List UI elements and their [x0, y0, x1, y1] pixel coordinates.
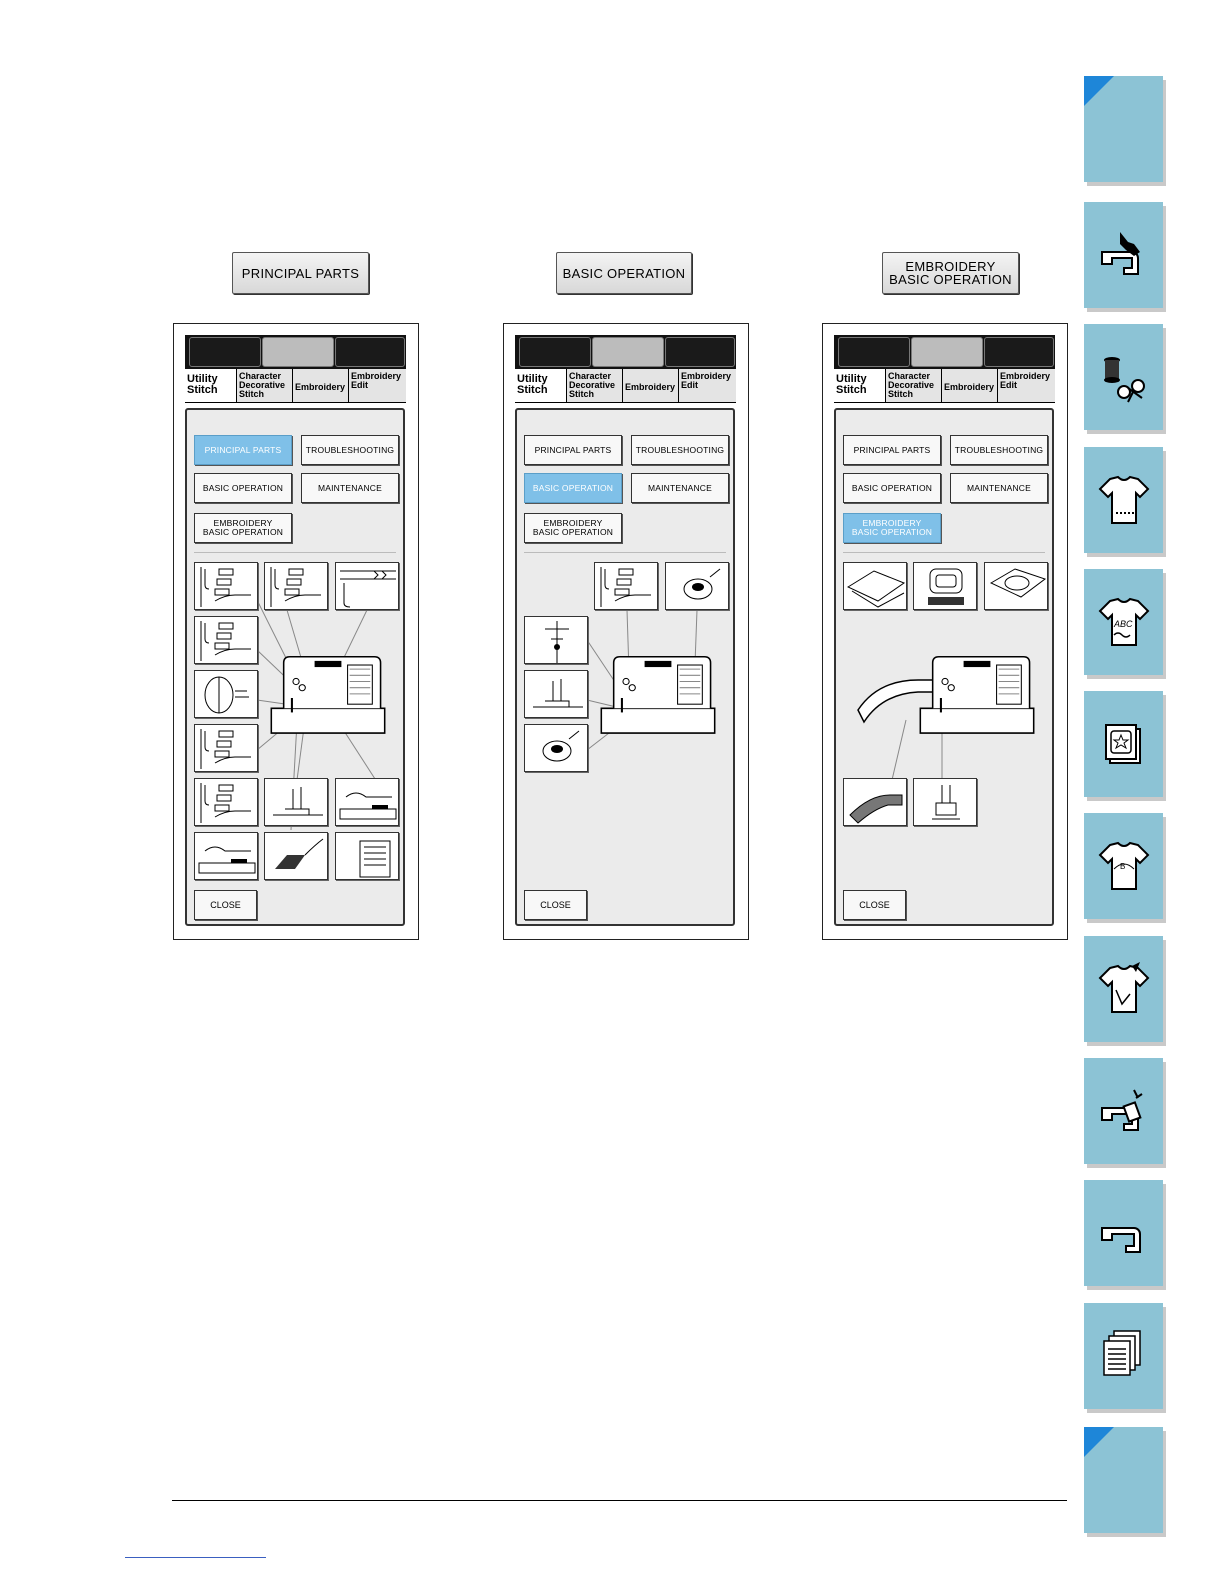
- basic-operation-label: BASIC OPERATION: [562, 265, 686, 281]
- basic-operation-button[interactable]: [556, 252, 692, 294]
- settings-list-icon[interactable]: [984, 337, 1054, 367]
- side-tab-12[interactable]: [1084, 1427, 1163, 1533]
- embroidery-basic-line2: BASIC OPERATION: [889, 272, 1012, 287]
- sewing-machine-hand-icon: [1098, 228, 1150, 284]
- part-thumbnail[interactable]: [843, 778, 907, 826]
- side-tab-1[interactable]: [1084, 76, 1163, 182]
- part-thumbnail[interactable]: [264, 778, 328, 826]
- corner-accent-icon: [1084, 1427, 1114, 1457]
- part-thumbnail[interactable]: [524, 616, 588, 664]
- sewing-machine-icon: [1098, 1206, 1150, 1262]
- menu-label: BASIC OPERATION: [851, 527, 933, 537]
- mode-tabs: [834, 369, 1055, 403]
- side-tab-3[interactable]: [1084, 324, 1163, 430]
- part-thumbnail[interactable]: [524, 670, 588, 718]
- svg-text:ABC: ABC: [1114, 619, 1133, 629]
- menu-label: MAINTENANCE: [966, 482, 1032, 493]
- help-panel: [834, 408, 1054, 926]
- help-screen-basic: [503, 323, 749, 940]
- principal-parts-button[interactable]: [232, 252, 369, 294]
- menu-label: EMBROIDERY: [862, 518, 922, 528]
- shirt-stitch-icon: [1098, 473, 1150, 529]
- screen-header: [185, 335, 406, 369]
- shirt-embroidery-icon: [1098, 839, 1150, 895]
- side-tab-11[interactable]: [1084, 1303, 1163, 1409]
- mode-tabs: [515, 369, 736, 403]
- sewing-machine-illustration: [910, 646, 1044, 755]
- close-button[interactable]: [194, 890, 257, 920]
- sewing-mode-icon[interactable]: [838, 337, 910, 367]
- tab-label: Decorative: [239, 380, 286, 390]
- sewing-machine-illustration: [261, 646, 395, 755]
- part-thumbnail[interactable]: [594, 562, 658, 610]
- tab-label: Embroidery: [944, 381, 995, 392]
- menu-label: TROUBLESHOOTING: [954, 444, 1044, 455]
- footer-rule: [172, 1500, 1067, 1501]
- shirt-abc-icon: [1098, 595, 1150, 651]
- tab-embroidery-edit[interactable]: [997, 369, 1055, 402]
- tab-label: Utility: [517, 373, 548, 385]
- menu-label: BASIC OPERATION: [202, 482, 284, 493]
- tab-label: Edit: [1000, 380, 1017, 390]
- mode-tabs: [185, 369, 406, 403]
- menu-label: EMBROIDERY: [213, 518, 273, 528]
- part-thumbnail[interactable]: [194, 616, 258, 664]
- tab-label: Embroidery: [681, 371, 732, 381]
- part-thumbnail[interactable]: [913, 562, 977, 610]
- tab-embroidery-edit[interactable]: [348, 369, 406, 402]
- help-screen-parts: [173, 323, 419, 940]
- part-thumbnail[interactable]: [264, 562, 328, 610]
- tab-embroidery[interactable]: [622, 369, 678, 402]
- tab-utility-stitch[interactable]: [834, 369, 885, 402]
- help-icon[interactable]: [592, 337, 664, 367]
- part-thumbnail[interactable]: [194, 832, 258, 880]
- part-thumbnail[interactable]: [264, 832, 328, 880]
- machine-maintenance-icon: [1098, 1084, 1150, 1140]
- principal-parts-label: PRINCIPAL PARTS: [241, 265, 360, 281]
- help-icon[interactable]: [911, 337, 983, 367]
- help-panel: [515, 408, 735, 926]
- close-label: CLOSE: [859, 900, 890, 910]
- side-tab-6[interactable]: [1084, 691, 1163, 797]
- tab-label: Edit: [681, 380, 698, 390]
- help-screen-embroidery: [822, 323, 1068, 940]
- tab-label: Utility: [836, 373, 867, 385]
- menu-label: PRINCIPAL PARTS: [853, 444, 931, 455]
- settings-list-icon[interactable]: [335, 337, 405, 367]
- part-thumbnail[interactable]: [194, 562, 258, 610]
- tab-utility-stitch[interactable]: [515, 369, 566, 402]
- tab-embroidery-edit[interactable]: [678, 369, 736, 402]
- tab-label: Stitch: [187, 384, 218, 396]
- tab-embroidery[interactable]: [941, 369, 997, 402]
- shirt-edit-icon: [1098, 962, 1150, 1018]
- side-tab-7[interactable]: [1084, 813, 1163, 919]
- tab-embroidery[interactable]: [292, 369, 348, 402]
- part-thumbnail[interactable]: [984, 562, 1048, 610]
- svg-text:B: B: [1120, 862, 1126, 871]
- embroidery-basic-operation-button[interactable]: [882, 252, 1019, 294]
- sewing-machine-illustration: [591, 646, 725, 755]
- close-button[interactable]: [524, 890, 587, 920]
- tab-label: Edit: [351, 380, 368, 390]
- sewing-mode-icon[interactable]: [189, 337, 261, 367]
- help-icon[interactable]: [262, 337, 334, 367]
- documents-icon: [1098, 1329, 1150, 1385]
- part-thumbnail[interactable]: [335, 778, 399, 826]
- part-thumbnail[interactable]: [335, 832, 399, 880]
- tab-label: Stitch: [888, 389, 914, 399]
- tab-label: Stitch: [569, 389, 595, 399]
- menu-label: EMBROIDERY: [543, 518, 603, 528]
- tab-label: Embroidery: [625, 381, 676, 392]
- embroidery-frame-star-icon: [1098, 717, 1150, 773]
- tab-label: Character: [239, 371, 282, 381]
- tab-label: Embroidery: [1000, 371, 1051, 381]
- menu-label: MAINTENANCE: [317, 482, 383, 493]
- tab-label: Stitch: [836, 384, 867, 396]
- tab-label: Decorative: [569, 380, 616, 390]
- tab-label: Embroidery: [351, 371, 402, 381]
- tab-character-decorative[interactable]: [885, 369, 941, 402]
- menu-label: TROUBLESHOOTING: [305, 444, 395, 455]
- tab-character-decorative[interactable]: [236, 369, 292, 402]
- part-thumbnail[interactable]: [913, 778, 977, 826]
- settings-list-icon[interactable]: [665, 337, 735, 367]
- menu-label: BASIC OPERATION: [851, 482, 933, 493]
- screen-header: [515, 335, 736, 369]
- tab-label: Stitch: [517, 384, 548, 396]
- side-tab-5[interactable]: [1084, 569, 1163, 675]
- part-thumbnail[interactable]: [194, 670, 258, 718]
- close-label: CLOSE: [210, 900, 241, 910]
- tab-utility-stitch[interactable]: [185, 369, 236, 402]
- tab-character-decorative[interactable]: [566, 369, 622, 402]
- side-tab-2[interactable]: [1084, 202, 1163, 308]
- sewing-mode-icon[interactable]: [519, 337, 591, 367]
- thread-scissors-icon: [1098, 350, 1150, 406]
- part-thumbnail[interactable]: [665, 562, 729, 610]
- tab-label: Stitch: [239, 389, 265, 399]
- menu-label: BASIC OPERATION: [202, 527, 284, 537]
- tab-label: Embroidery: [295, 381, 346, 392]
- menu-label: MAINTENANCE: [647, 482, 713, 493]
- menu-label: PRINCIPAL PARTS: [204, 444, 282, 455]
- menu-label: BASIC OPERATION: [532, 482, 614, 493]
- part-thumbnail[interactable]: [194, 778, 258, 826]
- footer-link-underline: [125, 1557, 266, 1558]
- part-thumbnail[interactable]: [524, 724, 588, 772]
- part-thumbnail[interactable]: [194, 724, 258, 772]
- corner-accent-icon: [1084, 76, 1114, 106]
- side-tab-8[interactable]: [1084, 936, 1163, 1042]
- menu-label: TROUBLESHOOTING: [635, 444, 725, 455]
- close-button[interactable]: [843, 890, 906, 920]
- help-panel: [185, 408, 405, 926]
- part-thumbnail[interactable]: [335, 562, 399, 610]
- embroidery-basic-line1: EMBROIDERY: [905, 259, 996, 274]
- tab-label: Character: [888, 371, 931, 381]
- close-label: CLOSE: [540, 900, 571, 910]
- tab-label: Utility: [187, 373, 218, 385]
- screen-header: [834, 335, 1055, 369]
- side-tab-4[interactable]: [1084, 447, 1163, 553]
- side-tab-9[interactable]: [1084, 1058, 1163, 1164]
- tab-label: Character: [569, 371, 612, 381]
- part-thumbnail[interactable]: [843, 562, 907, 610]
- menu-label: PRINCIPAL PARTS: [534, 444, 612, 455]
- menu-label: BASIC OPERATION: [532, 527, 614, 537]
- side-tab-10[interactable]: [1084, 1180, 1163, 1286]
- tab-label: Decorative: [888, 380, 935, 390]
